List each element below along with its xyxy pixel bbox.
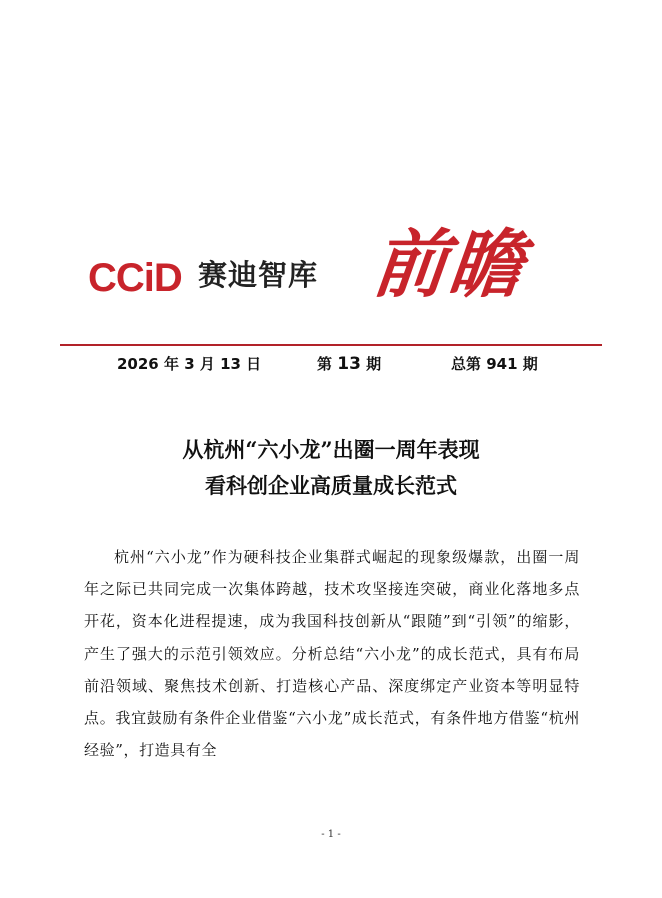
masthead	[88, 222, 588, 328]
ccid-logo: CCiD	[88, 256, 182, 300]
issue-total: 总第 941 期	[451, 355, 538, 373]
issue-number	[317, 352, 381, 376]
publication-title-calligraphy: 前瞻	[368, 222, 530, 308]
article-body-paragraph: 杭州“六小龙”作为硬科技企业集群式崛起的现象级爆款，出圈一周年之际已共同完成一次集体跨越，技术攻坚接连突破，商业化落地多点开花，资本化进程提速，成为我国科技创新从“跟随”到“引领”的缩影，产生了强大的示范引领效应。分析总结“六小龙”的成长范式，具有布局前沿领域、聚焦技术创新、打造核心产品、深度绑定产业资本等明显特点。我宜鼓励有条件企业借鉴“六小龙”成长范式，有条件地方借鉴“杭州经验”，打造具有全	[84, 548, 580, 760]
issue-number-prefix: 第	[317, 355, 333, 373]
issue-number-suffix: 期	[366, 355, 382, 373]
article-title-line-2: 看科创企业高质量成长范式	[205, 473, 457, 498]
issue-date: 2026 年 3 月 13 日	[117, 355, 262, 373]
issue-number-value: 13	[337, 354, 361, 374]
article-title	[0, 432, 662, 504]
page-number: - 1 -	[321, 829, 341, 840]
ccid-chinese-name: 赛迪智库	[198, 258, 319, 292]
article-title-line-1: 从杭州“六小龙”出圈一周年表现	[182, 437, 480, 462]
header-divider	[60, 344, 602, 346]
